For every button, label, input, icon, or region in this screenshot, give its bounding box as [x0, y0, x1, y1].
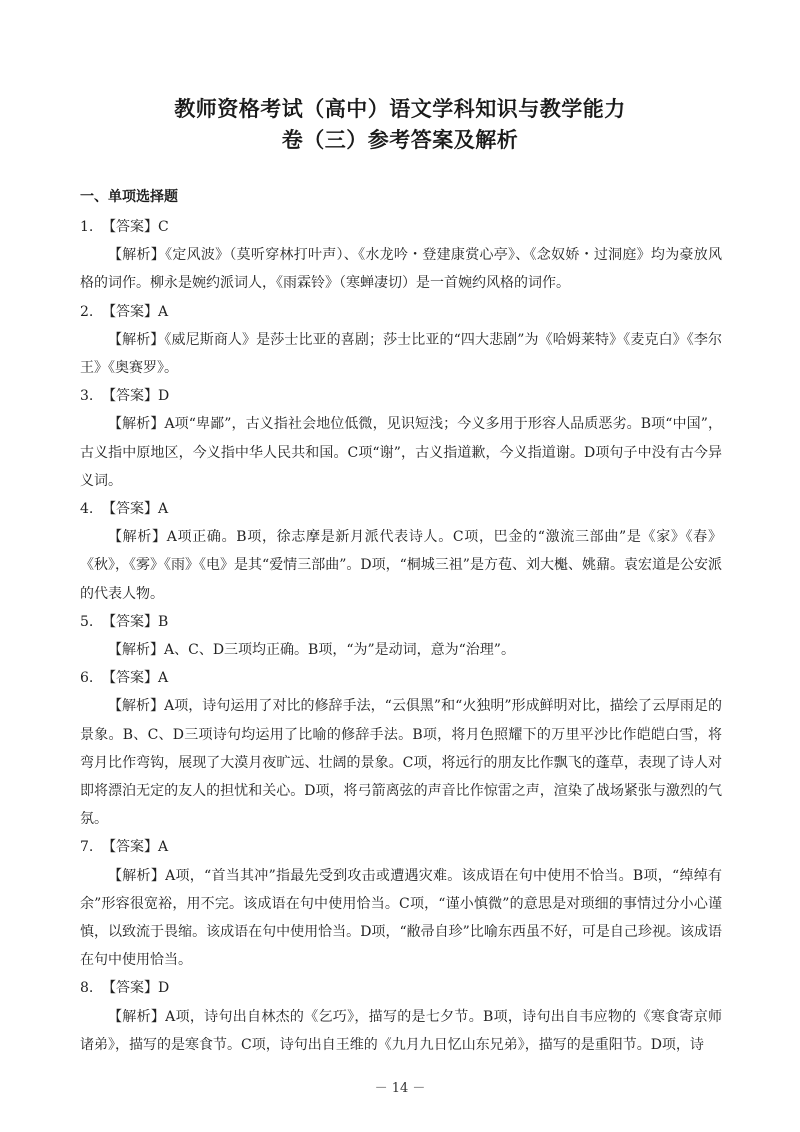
question-item [80, 495, 722, 608]
question-item [80, 608, 722, 664]
answer-line [80, 495, 722, 523]
question-number: 1. [80, 219, 94, 235]
explanation-text: 【解析】A项，诗句运用了对比的修辞手法，“云俱黑”和“火独明”形成鲜明对比，描绘了云厚雨足的景象。B、C、D三项诗句均运用了比喻的修辞手法。B项，将月色照耀下的万里平沙比作皑皑白雪，将弯月比作弯钩，展现了大漠月夜旷远、壮阔的景象。C项，将远行的朋友比作飘飞的蓬草，表现了诗人对即将漂泊无定的友人的担忧和关心。D项，将弓箭离弦的声音比作惊雷之声，渲染了战场紧张与激烈的气氛。 [80, 698, 722, 828]
question-item [80, 382, 722, 495]
answer-text: 【答案】D [102, 388, 170, 405]
explanation-text: 【解析】A项正确。B项，徐志摩是新月派代表诗人。C项，巴金的“激流三部曲”是《家》《春》《秋》，《雾》《雨》《电》是其“爱情三部曲”。D项，“桐城三祖”是方苞、刘大櫆、姚鼐。袁宏道是公安派的代表人物。 [80, 529, 722, 602]
explanation-text: 【解析】A项，诗句出自林杰的《乞巧》，描写的是七夕节。B项，诗句出自韦应物的《寒食寄京师诸弟》，描写的是寒食节。C项，诗句出自王维的《九月九日忆山东兄弟》，描写的是重阳节。D项，诗 [80, 1008, 722, 1053]
question-item [80, 833, 722, 974]
question-number: 3. [80, 388, 94, 405]
explanation-text: 【解析】A项，“首当其冲”指最先受到攻击或遭遇灾难。该成语在句中使用不恰当。B项，“绰绰有余”形容很宽裕，用不完。该成语在句中使用恰当。C项，“谨小慎微”的意思是对琐细的事情过分小心谨慎，以致流于畏缩。该成语在句中使用恰当。D项，“敝帚自珍”比喻东西虽不好，可是自己珍视。该成语在句中使用恰当。 [80, 867, 722, 969]
answer-text: 【答案】A [102, 303, 169, 320]
question-item [80, 664, 722, 833]
document-subtitle: 卷（三）参考答案及解析 [281, 128, 519, 152]
answer-text: 【答案】A [102, 839, 169, 856]
answer-text: 【答案】C [102, 219, 169, 235]
document-title: 教师资格考试（高中）语文学科知识与教学能力 [174, 97, 626, 121]
answer-line [80, 213, 722, 241]
answer-line [80, 974, 722, 1002]
question-number: 7. [80, 839, 94, 856]
answer-line [80, 298, 722, 326]
question-number: 8. [80, 980, 94, 997]
answer-line [80, 608, 722, 636]
question-item [80, 213, 722, 298]
explanation-text: 【解析】《定风波》（莫听穿林打叶声）、《水龙吟・登建康赏心亭》、《念奴娇・过洞庭》均为豪放风格的词作。柳永是婉约派词人，《雨霖铃》（寒蝉凄切）是一首婉约风格的词作。 [80, 247, 722, 292]
answer-list [80, 213, 722, 1059]
question-number: 6. [80, 670, 94, 687]
section-heading: 一、单项选择题 [80, 189, 178, 205]
answer-text: 【答案】A [102, 670, 169, 687]
explanation-text: 【解析】A项“卑鄙”，古义指社会地位低微，见识短浅；今义多用于形容人品质恶劣。B项“中国”，古义指中原地区，今义指中华人民共和国。C项“谢”，古义指道歉，今义指道谢。D项句子中没有古今异义词。 [80, 416, 722, 489]
answer-text: 【答案】D [102, 980, 170, 997]
question-item [80, 974, 722, 1059]
answer-line [80, 664, 722, 692]
answer-text: 【答案】A [102, 501, 169, 518]
question-number: 5. [80, 613, 94, 630]
answer-line [80, 833, 722, 861]
question-number: 2. [80, 303, 94, 320]
explanation-text: 【解析】《威尼斯商人》是莎士比亚的喜剧；莎士比亚的“四大悲剧”为《哈姆莱特》《麦克白》《李尔王》《奥赛罗》。 [80, 331, 722, 377]
question-number: 4. [80, 501, 94, 518]
explanation-text: 【解析】A、C、D三项均正确。B项，“为”是动词，意为“治理”。 [108, 642, 515, 659]
page-number: － 14 － [374, 1081, 426, 1096]
question-item [80, 298, 722, 383]
answer-text: 【答案】B [102, 613, 169, 630]
answer-line [80, 382, 722, 410]
